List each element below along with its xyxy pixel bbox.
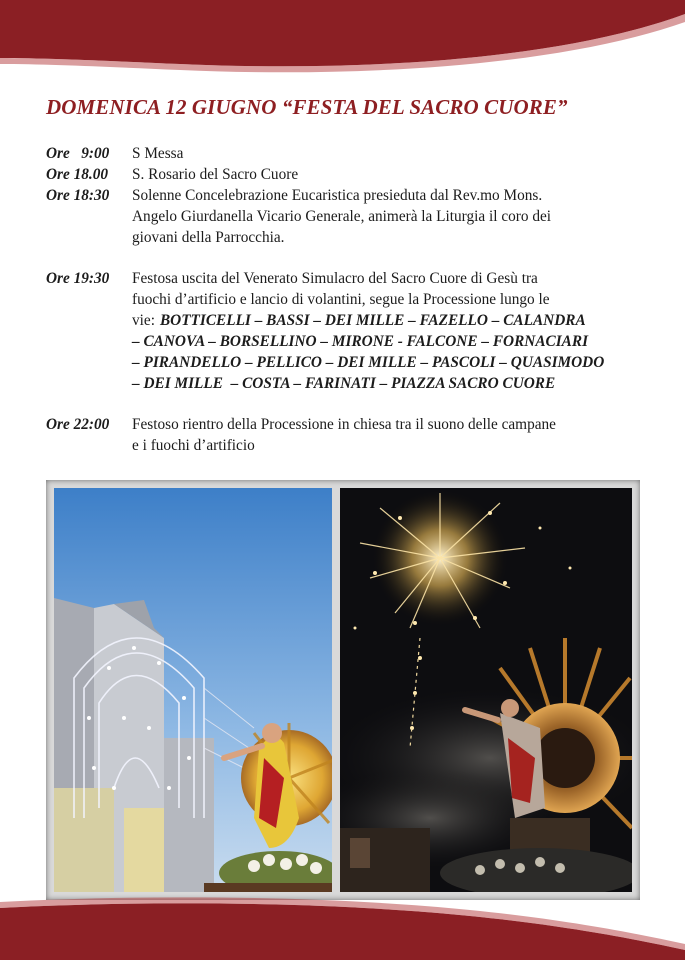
schedule-entry — [46, 164, 646, 185]
entry-line: Angelo Giurdanella Vicario Generale, animerà la Liturgia il coro dei — [132, 208, 552, 225]
entry-line: Festosa uscita del Venerato Simulacro del Sacro Cuore di Gesù tra — [132, 270, 538, 287]
street-line: – PIRANDELLO – PELLICO – DEI MILLE – PASCOLI – QUASIMODO — [132, 354, 605, 371]
entry-time: Ore 22:00 — [46, 416, 110, 433]
entry-line: Solenne Concelebrazione Eucaristica presieduta dal Rev.mo Mons. — [132, 187, 543, 204]
bottom-decorative-band — [0, 890, 685, 960]
entry-line: S. Rosario del Sacro Cuore — [132, 166, 299, 183]
photo-collage — [46, 480, 640, 900]
entry-time: Ore 19:30 — [46, 270, 110, 287]
entry-description — [132, 414, 646, 456]
schedule-entry — [46, 268, 646, 394]
street-line: – DEI MILLE – COSTA – FARINATI – PIAZZA SACRO CUORE — [132, 375, 556, 392]
entry-time: Ore 18:30 — [46, 187, 110, 204]
entry-description — [132, 143, 646, 164]
entry-line: fuochi d’artificio e lancio di volantini, segue la Processione lungo le — [132, 291, 550, 308]
entry-line: e i fuochi d’artificio — [132, 437, 255, 454]
schedule-entry — [46, 185, 646, 248]
fireworks-statue-photo — [340, 488, 632, 892]
street-line: – CANOVA – BORSELLINO – MIRONE - FALCONE – FORNACIARI — [132, 333, 589, 350]
entry-description — [132, 164, 646, 185]
church-statue-photo — [54, 488, 332, 892]
street-line: BOTTICELLI – BASSI – DEI MILLE – FAZELLO – CALANDRA — [159, 312, 586, 329]
page-title: DOMENICA 12 GIUGNO “FESTA DEL SACRO CUORE” — [46, 95, 568, 119]
entry-line: S Messa — [132, 145, 184, 162]
entry-time: Ore 9:00 — [46, 145, 110, 162]
schedule — [46, 143, 646, 456]
schedule-entry — [46, 414, 646, 456]
entry-line: giovani della Parrocchia. — [132, 229, 285, 246]
entry-description — [132, 268, 646, 394]
entry-time: Ore 18.00 — [46, 166, 109, 183]
schedule-entry — [46, 143, 646, 164]
street-list — [132, 310, 646, 331]
top-decorative-band — [0, 0, 685, 80]
entry-line: vie: — [132, 312, 155, 329]
entry-description — [132, 185, 646, 248]
entry-line: Festoso rientro della Processione in chiesa tra il suono delle campane — [132, 416, 556, 433]
